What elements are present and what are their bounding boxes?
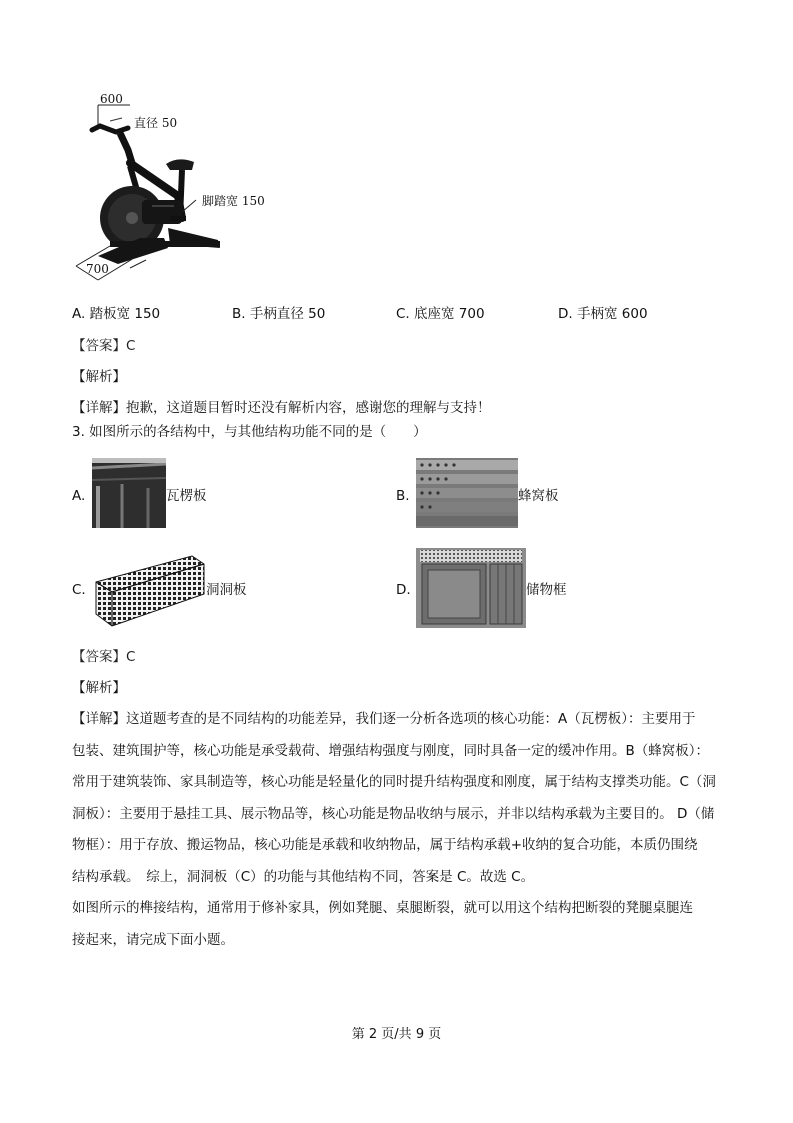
- q2-option-d: D. 手柄宽 600: [558, 306, 648, 322]
- q3-option-b-letter: B.: [396, 488, 410, 504]
- q2-option-a: A. 踏板宽 150: [72, 306, 161, 322]
- q3-option-c-letter: C.: [72, 582, 86, 598]
- intro-line: 如图所示的榫接结构，通常用于修补家具，例如凳腿、桌腿断裂，就可以用这个结构把断裂的凳腿桌腿连: [72, 900, 693, 916]
- q3-detail-line: 物框）：用于存放、搬运物品，核心功能是承载和收纳物品，属于结构承载+收纳的复合功能，本质仍围绕: [72, 837, 698, 853]
- dim-handle-diameter-label: 直径 50: [134, 116, 178, 130]
- q3-option-c-label: 洞洞板: [206, 582, 247, 598]
- q3-answer: 【答案】C: [72, 649, 136, 665]
- q3-analysis-heading: 【解析】: [72, 680, 126, 696]
- exercise-bike-figure: [70, 88, 285, 288]
- q2-answer: 【答案】C: [72, 338, 136, 354]
- q3-option-d-label: 储物框: [526, 582, 567, 598]
- q3-option-a-label: 瓦楞板: [166, 488, 207, 504]
- honeycomb-board-photo: [416, 458, 518, 528]
- q2-option-b: B. 手柄直径 50: [232, 306, 326, 322]
- q2-detail: 【详解】抱歉，这道题目暂时还没有解析内容，感谢您的理解与支持！: [72, 400, 491, 416]
- q3-option-d-letter: D.: [396, 582, 411, 598]
- q3-stem: 3. 如图所示的各结构中，与其他结构功能不同的是（ ）: [72, 424, 427, 440]
- dim-base-width-label: 700: [86, 262, 109, 276]
- q2-analysis-heading: 【解析】: [72, 369, 126, 385]
- exercise-bike-drawing: [70, 88, 285, 288]
- dim-pedal-width-label: 脚踏宽 150: [202, 194, 265, 208]
- q3-detail-line: 【详解】这道题考查的是不同结构的功能差异，我们逐一分析各选项的核心功能：A（瓦楞板）：主要用于: [72, 711, 696, 727]
- corrugated-board-photo: [92, 458, 166, 528]
- q3-detail-line: 结构承载。 综上，洞洞板（C）的功能与其他结构不同，答案是 C。故选 C。: [72, 869, 535, 885]
- q3-option-b-label: 蜂窝板: [518, 488, 559, 504]
- intro-line: 接起来，请完成下面小题。: [72, 932, 234, 948]
- storage-crate-photo: [416, 548, 526, 628]
- q2-option-c: C. 底座宽 700: [396, 306, 485, 322]
- q3-detail-line: 常用于建筑装饰、家具制造等，核心功能是轻量化的同时提升结构强度和刚度，属于结构支撑类功能。C（洞: [72, 774, 716, 790]
- q3-option-a-letter: A.: [72, 488, 86, 504]
- pegboard-basket-photo: [92, 546, 206, 632]
- q3-detail-line: 包装、建筑围护等，核心功能是承受载荷、增强结构强度与刚度，同时具备一定的缓冲作用。B（蜂窝板）：: [72, 743, 710, 759]
- q3-detail-line: 洞板）：主要用于悬挂工具、展示物品等，核心功能是物品收纳与展示，并非以结构承载为主要目的。 D（储: [72, 806, 715, 822]
- dim-handle-width-label: 600: [100, 92, 123, 106]
- page-footer: 第 2 页/共 9 页: [351, 1027, 442, 1042]
